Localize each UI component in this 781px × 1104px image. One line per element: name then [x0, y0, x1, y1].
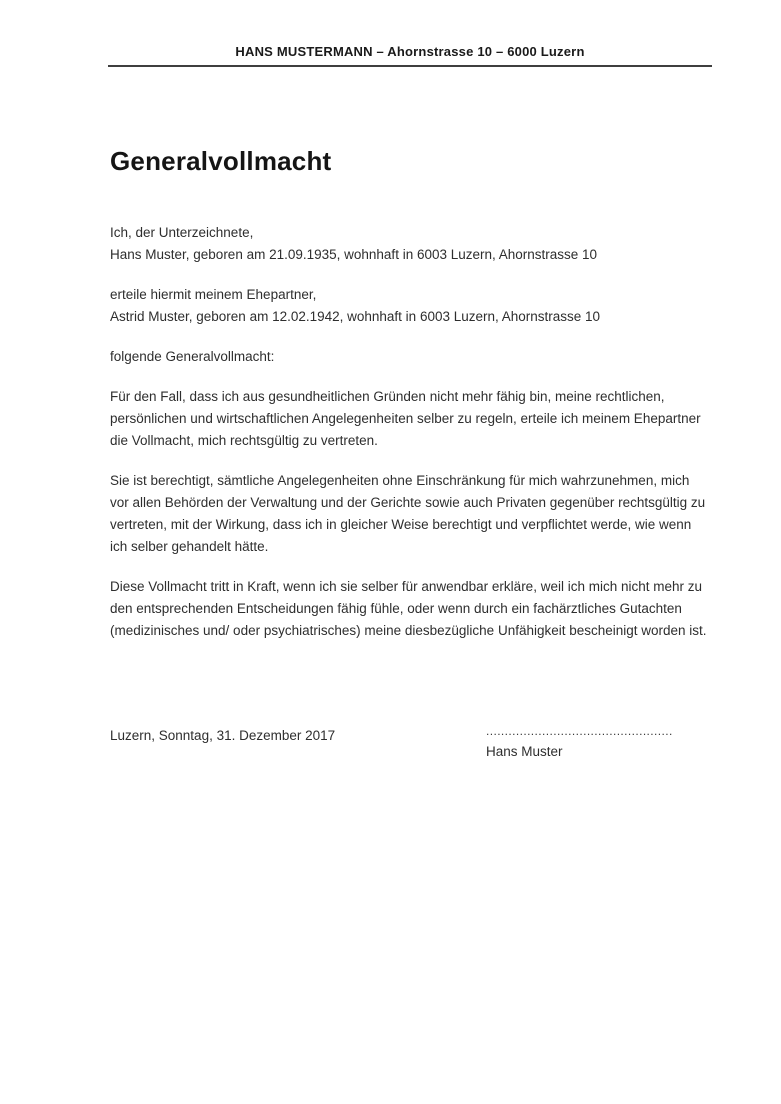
closing-block: [110, 721, 711, 781]
paragraph: Für den Fall, dass ich aus gesundheitlichen Gründen nicht mehr fähig bin, meine rechtlichen, persönlichen und wirtschaftlichen Angelegenheiten selber zu regeln, erteile ich meinem Ehepartner die Vollmacht, mich rechtsgültig zu vertreten.: [110, 389, 701, 448]
page-title: Generalvollmacht: [110, 146, 332, 176]
signature-name: Hans Muster: [486, 744, 563, 759]
paragraph-line: Hans Muster, geboren am 21.09.1935, wohnhaft in 6003 Luzern, Ahornstrasse 10: [110, 247, 598, 262]
paragraph: Sie ist berechtigt, sämtliche Angelegenheiten ohne Einschränkung für mich wahrzunehmen, mich vor allen Behörden der Verwaltung und der Gerichte sowie auch Privaten gegenüber rechtsgültig zu vertreten, mit der Wirkung, dass ich in gleicher Weise berechtigt und verpflichtet werde, wie wenn ich selber gehandelt hätte.: [110, 473, 706, 554]
paragraph-line: folgende Generalvollmacht:: [110, 349, 275, 364]
letterhead: HANS MUSTERMANN – Ahornstrasse 10 – 6000 Luzern: [108, 44, 712, 67]
signature-dotted-line: ..................................................: [486, 724, 673, 738]
paragraph: [110, 346, 711, 368]
paragraph: Diese Vollmacht tritt in Kraft, wenn ich sie selber für anwendbar erkläre, weil ich mich nicht mehr zu den entsprechenden Entscheidungen fähig fühle, oder wenn durch ein fachärztliches Gutachten (medizinisches und/ oder psychiatrisches) meine diesbezügliche Unfähigkeit bescheinigt worden ist.: [110, 579, 707, 638]
letter-body: [110, 222, 711, 660]
paragraph-line: Astrid Muster, geboren am 12.02.1942, wohnhaft in 6003 Luzern, Ahornstrasse 10: [110, 309, 601, 324]
paragraph-line: Ich, der Unterzeichnete,: [110, 225, 254, 240]
paragraph: [110, 222, 711, 266]
paragraph: [110, 284, 711, 328]
place-date-line: Luzern, Sonntag, 31. Dezember 2017: [110, 728, 336, 743]
signature-block: [486, 721, 686, 763]
paragraph-line: erteile hiermit meinem Ehepartner,: [110, 287, 317, 302]
